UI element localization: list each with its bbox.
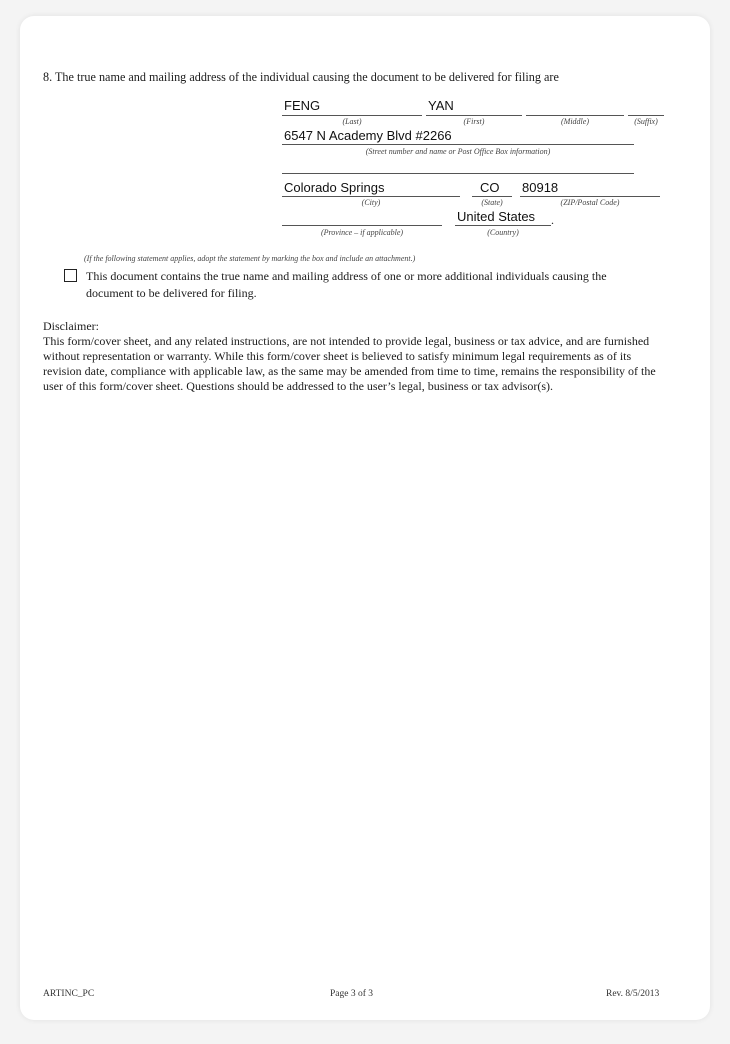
footer-form-id: ARTINC_PC (43, 989, 95, 999)
state-label: (State) (481, 198, 503, 207)
city-line (282, 196, 460, 197)
section-8-intro: 8. The true name and mailing address of the individual causing the document to be delivered for filing are (43, 70, 559, 84)
suffix-line (628, 115, 664, 116)
footer-page-number: Page 3 of 3 (330, 989, 374, 999)
suffix-label: (Suffix) (634, 117, 658, 126)
city-label: (City) (361, 198, 381, 207)
additional-individuals-statement: This document contains the true name and mailing address of one or more additional individuals causing the document to be delivered for filing. (86, 269, 607, 300)
province-label: (Province – if applicable) (320, 228, 404, 237)
street-value[interactable]: 6547 N Academy Blvd #2266 (284, 128, 452, 143)
checkbox-instruction-note: (If the following statement applies, adopt the statement by marking the box and include an attachment.) (84, 254, 416, 263)
street-line2-line (282, 173, 634, 174)
document-page (20, 16, 710, 1020)
last-name-value[interactable]: FENG (284, 98, 321, 113)
middle-name-label: (Middle) (561, 117, 589, 126)
state-value[interactable]: CO (480, 180, 500, 195)
middle-name-line (526, 115, 624, 116)
first-name-value[interactable]: YAN (428, 98, 454, 113)
country-label: (Country) (487, 228, 519, 237)
footer-revision: Rev. 8/5/2013 (606, 989, 660, 999)
disclaimer-body: This form/cover sheet, and any related instructions, are not intended to provide legal, business or tax advice, and are furnished without representation or warranty. While this form/cover sheet is believed to satisfy minimum legal requirements as of its revision date, compliance with applicable law, as the same may be amended from time to time, remains the responsibility of the user of this form/cover sheet. Questions should be addressed to the user’s legal, business or tax advisor(s). (43, 334, 656, 393)
first-name-line (426, 115, 522, 116)
province-line (282, 225, 442, 226)
country-trailing-dot: . (551, 213, 554, 227)
last-name-label: (Last) (342, 117, 362, 126)
street-label: (Street number and name or Post Office Box information) (365, 147, 551, 156)
street-line (282, 144, 634, 145)
state-line (472, 196, 512, 197)
country-value[interactable]: United States (457, 209, 536, 224)
zip-value[interactable]: 80918 (522, 180, 559, 195)
additional-individuals-checkbox[interactable] (64, 269, 77, 282)
disclaimer-heading: Disclaimer: (43, 319, 99, 333)
zip-line (520, 196, 660, 197)
last-name-line (282, 115, 422, 116)
first-name-label: (First) (463, 117, 485, 126)
city-value[interactable]: Colorado Springs (284, 180, 385, 195)
zip-label: (ZIP/Postal Code) (560, 198, 620, 207)
country-line (455, 225, 551, 226)
